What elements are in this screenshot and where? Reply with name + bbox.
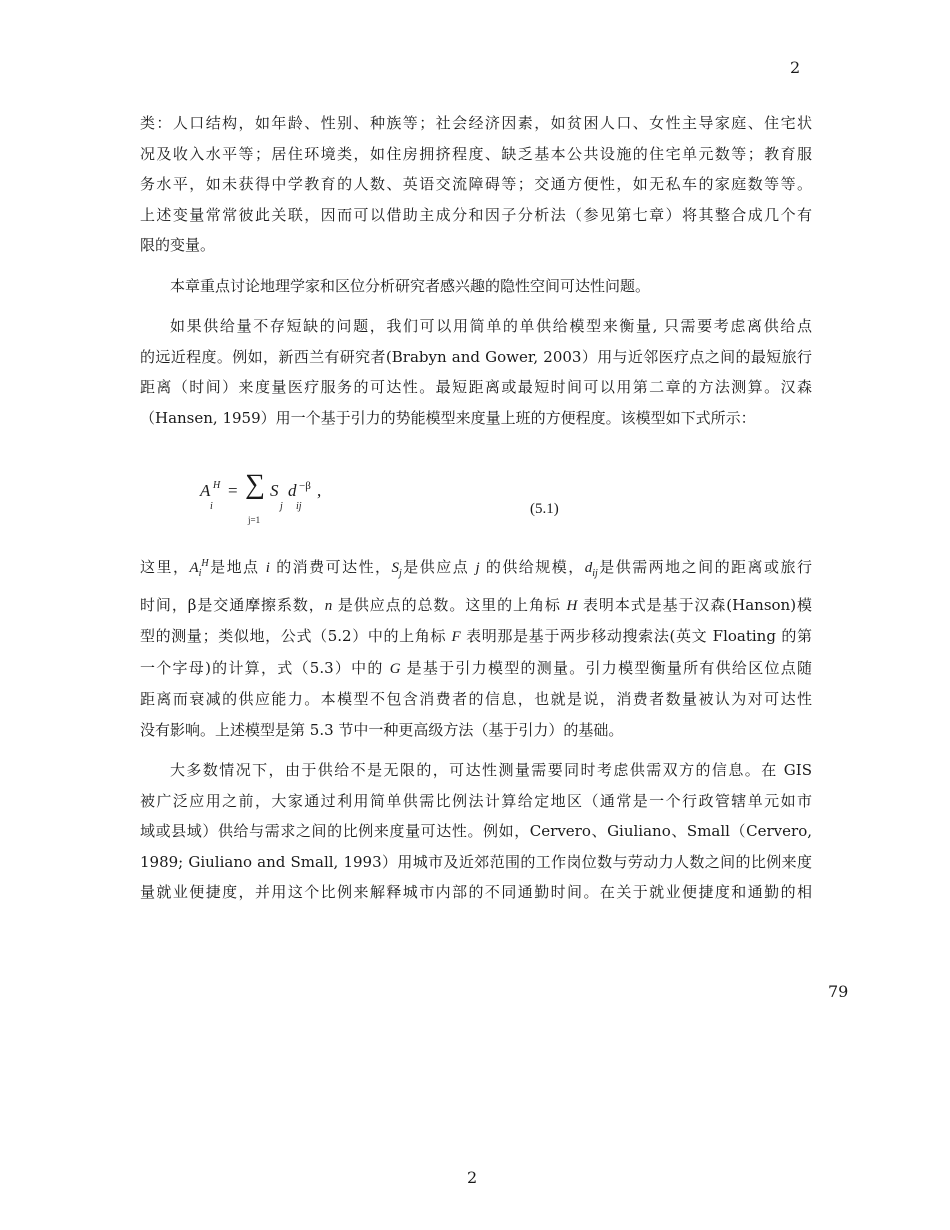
var-j: j xyxy=(475,560,480,576)
text-run: 一个字母)的计算，式（5.3）中的 xyxy=(140,658,390,677)
text-line: 距离（时间）来度量医疗服务的可达性。最短距离或最短时间可以用第二章的方法测算。汉森 xyxy=(140,378,812,396)
formula-sub-j: j xyxy=(280,501,283,512)
paragraph-5 xyxy=(140,755,812,908)
text-line: 没有影响。上述模型是第 5.3 节中一种更高级方法（基于引力）的基础。 xyxy=(140,720,624,739)
var-sup-H: H xyxy=(201,558,209,569)
paragraph-2 xyxy=(140,271,812,302)
var-S: S xyxy=(391,560,400,576)
formula-d: d xyxy=(288,481,297,500)
text-run: 表明本式是基于汉森(Hanson)模 xyxy=(577,595,812,614)
text-line: 限的变量。 xyxy=(140,236,216,254)
text-run: 是地点 xyxy=(208,558,266,576)
formula-equals: = xyxy=(228,481,238,500)
text-run: 的供给规模， xyxy=(479,558,585,576)
summation-symbol: ∑ xyxy=(245,469,265,500)
formula-sum-lower: j=1 xyxy=(248,515,261,525)
text-run: 的消费可达性， xyxy=(269,558,392,576)
text-line: 1989; Giuliano and Small, 1993）用城市及近郊范围的工作岗位数与劳动力人数之间的比例来度 xyxy=(140,852,812,871)
text-line: 大多数情况下，由于供给不是无限的，可达性测量需要同时考虑供需双方的信息。在 GIS xyxy=(170,761,812,779)
formula-comma: , xyxy=(317,481,322,500)
var-A: A xyxy=(189,560,199,576)
equation-number: (5.1) xyxy=(530,501,559,517)
paragraph-1 xyxy=(140,108,812,261)
text-line: 务水平，如未获得中学教育的人数、英语交流障碍等；交通方便性，如无私车的家庭数等等。 xyxy=(140,175,812,193)
paragraph-3 xyxy=(140,311,812,433)
formula-S: S xyxy=(270,481,279,500)
formula xyxy=(200,471,380,531)
text-line xyxy=(140,621,812,653)
var-F: F xyxy=(451,629,461,645)
formula-sub-i: i xyxy=(210,501,213,512)
text-run: 是供需两地之间的距离或旅行 xyxy=(597,558,812,576)
var-sub-ij: ij xyxy=(592,568,598,579)
var-sub-i: i xyxy=(198,568,202,579)
equation-5-1 xyxy=(140,471,812,549)
text-line: 本章重点讨论地理学家和区位分析研究者感兴趣的隐性空间可达性问题。 xyxy=(170,276,651,295)
text-run: 是基于引力模型的测量。引力模型衡量所有供给区位点随 xyxy=(400,658,812,677)
page-number-bottom: 2 xyxy=(467,1168,478,1187)
text-line: （Hansen, 1959）用一个基于引力的势能模型来度量上班的方便程度。该模型如下式所示： xyxy=(140,408,756,427)
var-i: i xyxy=(265,560,270,576)
text-line xyxy=(140,653,812,685)
text-line: 量就业便捷度，并用这个比例来解释城市内部的不同通勤时间。在关于就业便捷度和通勤的相 xyxy=(140,883,812,901)
text-run: 型的测量；类似地，公式（5.2）中的上角标 xyxy=(140,627,452,645)
text-line: 距离而衰减的供应能力。本模型不包含消费者的信息，也就是说，消费者数量被认为对可达性 xyxy=(140,690,812,708)
text-line: 域或县域）供给与需求之间的比例来度量可达性。例如，Cervero、Giuliano、Small（Cervero, xyxy=(140,822,812,840)
var-sub-j: j xyxy=(399,568,402,579)
var-d: d xyxy=(584,560,593,576)
formula-sup-beta: −β xyxy=(299,480,311,492)
page-number-top: 2 xyxy=(790,58,801,77)
text-line xyxy=(140,590,812,622)
text-run: 是供应点 xyxy=(401,558,476,576)
text-run: 是供应点的总数。这里的上角标 xyxy=(332,595,567,614)
text-line: 上述变量常常彼此关联，因而可以借助主成分和因子分析法（参见第七章）将其整合成几个有 xyxy=(140,205,812,224)
text-line: 类：人口结构，如年龄、性别、种族等；社会经济因素，如贫困人口、女性主导家庭、住宅状 xyxy=(140,114,812,132)
var-n: n xyxy=(324,597,333,614)
margin-page-number: 79 xyxy=(828,982,849,1001)
text-run: 这里， xyxy=(140,558,190,576)
text-run: 时间，β是交通摩擦系数， xyxy=(140,595,325,614)
formula-A: A xyxy=(200,481,211,500)
text-run: 表明那是基于两步移动搜索法(英文 Floating 的第 xyxy=(460,627,812,645)
formula-sup-H: H xyxy=(213,480,221,491)
text-line: 的远近程度。例如，新西兰有研究者(Brabyn and Gower, 2003）用与近邻医疗点之间的最短旅行 xyxy=(140,347,812,366)
formula-sub-ij: ij xyxy=(296,501,302,512)
text-line: 如果供给量不存短缺的问题，我们可以用简单的单供给模型来衡量, 只需要考虑离供给点 xyxy=(170,317,812,335)
text-line: 况及收入水平等；居住环境类，如住房拥挤程度、缺乏基本公共设施的住宅单元数等；教育服 xyxy=(140,144,812,163)
var-H: H xyxy=(566,597,578,614)
text-line xyxy=(140,549,812,590)
var-G: G xyxy=(389,660,401,677)
text-line: 被广泛应用之前，大家通过利用简单供需比例法计算给定地区（通常是一个行政管辖单元如市 xyxy=(140,791,812,810)
paragraph-4 xyxy=(140,549,812,745)
page-body xyxy=(140,108,812,908)
